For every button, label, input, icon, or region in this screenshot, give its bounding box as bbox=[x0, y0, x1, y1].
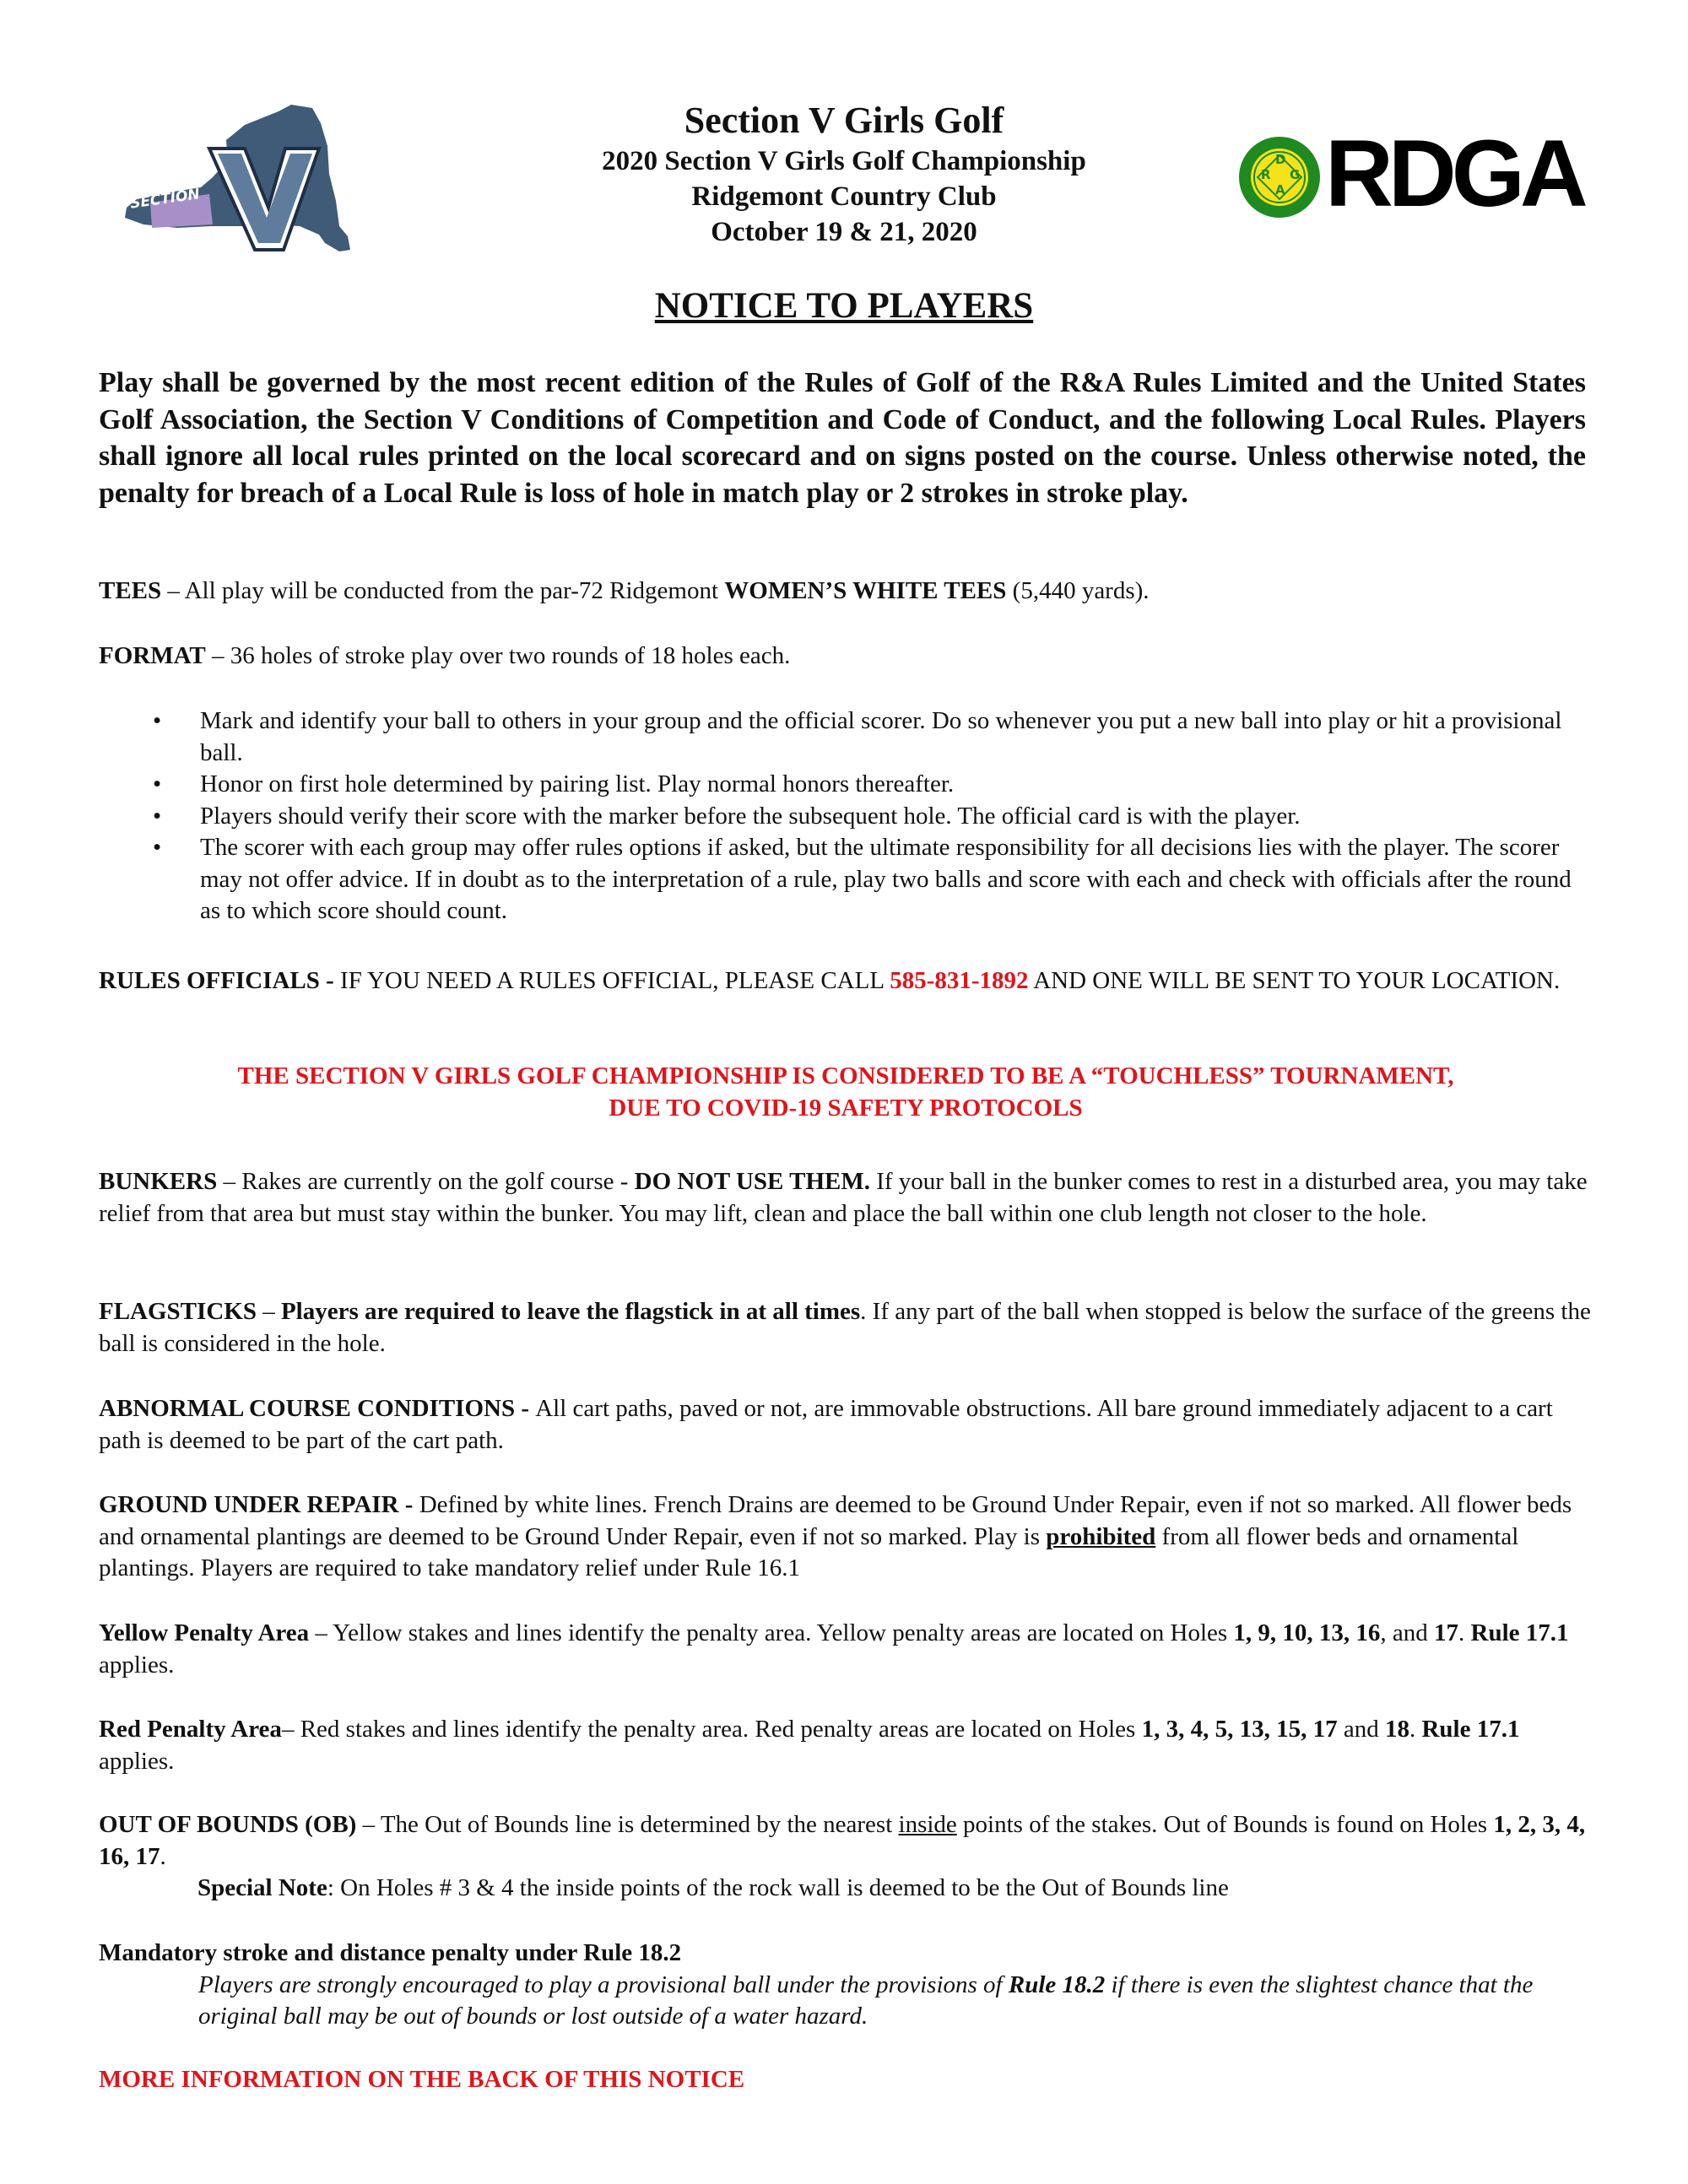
yellow-label: Yellow Penalty Area bbox=[99, 1619, 310, 1646]
section-v-state-graphic bbox=[118, 100, 363, 268]
list-item: • Players should verify their score with the marker before the subsequent hole. The official card is with the player. bbox=[99, 801, 1584, 833]
bunkers-label: BUNKERS bbox=[99, 1168, 218, 1195]
bunkers-paragraph: BUNKERS – Rakes are currently on the golf course - DO NOT USE THEM. If your ball in the bunker comes to rest in a disturbed area, you may take relief from that area but must stay within the bunker. You may lift, clean and place the ball within one club length not closer to the hole. bbox=[99, 1168, 1588, 1227]
seal-letter-g: G bbox=[1290, 167, 1301, 182]
format-bullets bbox=[99, 705, 1584, 927]
header-event: 2020 Section V Girls Golf Championship bbox=[602, 146, 1086, 176]
yellow-penalty-paragraph: Yellow Penalty Area – Yellow stakes and lines identify the penalty area. Yellow penalty areas are located on Holes 1, 9, 10, 13, 16, and 17. Rule 17.1 applies. bbox=[99, 1619, 1569, 1679]
ground-under-repair-paragraph: GROUND UNDER REPAIR - Defined by white lines. French Drains are deemed to be Ground Under Repair, even if not so marked. All flower beds and ornamental plantings are deemed to be Ground Under Repair, even if not so marked. Play is prohibited from all flower beds and ornamental plantings. Players are required to take mandatory relief under Rule 16.1 bbox=[99, 1491, 1572, 1581]
abnormal-conditions-paragraph: ABNORMAL COURSE CONDITIONS - All cart paths, paved or not, are immovable obstructions. All bare ground immediately adjacent to a cart path is deemed to be part of the cart path. bbox=[99, 1395, 1553, 1454]
rules-officials-label: RULES OFFICIALS - bbox=[99, 967, 341, 994]
flagsticks-paragraph: FLAGSTICKS – Players are required to leave the flagstick in at all times. If any part of the ball when stopped is below the surface of the greens the ball is considered in the hole. bbox=[99, 1298, 1591, 1357]
seal-letter-r: R bbox=[1261, 167, 1271, 182]
ob-special-note: Special Note: On Holes # 3 & 4 the inside points of the rock wall is deemed to be the Out of Bounds line bbox=[197, 1874, 1229, 1901]
format-paragraph: FORMAT – 36 holes of stroke play over two rounds of 18 holes each. bbox=[99, 642, 791, 669]
red-penalty-paragraph: Red Penalty Area– Red stakes and lines identify the penalty area. Red penalty areas are located on Holes 1, 3, 4, 5, 13, 15, 17 and 18. Rule 17.1 applies. bbox=[99, 1716, 1520, 1775]
tees-emphasis: WOMEN’S WHITE TEES bbox=[724, 577, 1007, 604]
seal-letter-d: D bbox=[1275, 152, 1286, 167]
notice-title: NOTICE TO PLAYERS bbox=[654, 286, 1034, 326]
list-item: • Mark and identify your ball to others in your group and the official scorer. Do so whenever you put a new ball into play or hit a provisional ball. bbox=[99, 705, 1584, 769]
red-label: Red Penalty Area bbox=[99, 1716, 282, 1743]
abnormal-label: ABNORMAL COURSE CONDITIONS - bbox=[99, 1395, 536, 1422]
format-label: FORMAT bbox=[99, 642, 206, 669]
list-item: • The scorer with each group may offer rules options if asked, but the ultimate responsibility for all decisions lies with the player. The scorer may not offer advice. If in doubt as to the interpretation of a rule, play two balls and score with each and check with officials after the round as to which score should count. bbox=[99, 832, 1584, 927]
tees-paragraph: TEES – All play will be conducted from the par-72 Ridgemont WOMEN’S WHITE TEES (5,440 yards). bbox=[99, 577, 1150, 604]
header-block bbox=[473, 98, 1215, 250]
covid-notice-line2: DUE TO COVID-19 SAFETY PROTOCOLS bbox=[609, 1095, 1083, 1122]
flagsticks-label: FLAGSTICKS bbox=[99, 1298, 257, 1325]
rules-officials-paragraph: RULES OFFICIALS - IF YOU NEED A RULES OFFICIAL, PLEASE CALL 585-831-1892 AND ONE WILL BE SENT TO YOUR LOCATION. bbox=[99, 967, 1561, 994]
tees-label: TEES bbox=[99, 577, 162, 604]
header-dates: October 19 & 21, 2020 bbox=[711, 217, 977, 247]
mandatory-label: Mandatory stroke and distance penalty under Rule 18.2 bbox=[99, 1939, 682, 1966]
back-notice-footer: MORE INFORMATION ON THE BACK OF THIS NOTICE bbox=[99, 2066, 745, 2093]
rdga-wordmark: RDGA bbox=[1325, 121, 1583, 226]
seal-letter-a: A bbox=[1275, 182, 1285, 197]
ob-label: OUT OF BOUNDS (OB) bbox=[99, 1811, 357, 1838]
intro-paragraph: Play shall be governed by the most recent edition of the Rules of Golf of the R&A Rules Limited and the United States Golf Association, the Section V Conditions of Competition and Code of Conduct, and the following Local Rules. Players shall ignore all local rules printed on the local scorecard and on signs posted on the course. Unless otherwise noted, the penalty for breach of a Local Rule is loss of hole in match play or 2 strokes in stroke play. bbox=[99, 367, 1586, 509]
out-of-bounds-paragraph: OUT OF BOUNDS (OB) – The Out of Bounds line is determined by the nearest inside points of the stakes. Out of Bounds is found on Holes 1, 2, 3, 4, 16, 17. Special Note: On Holes # 3 & 4 the inside points of the rock wall is deemed to be the Out of Bounds line bbox=[99, 1809, 1593, 1905]
covid-notice-line1: THE SECTION V GIRLS GOLF CHAMPIONSHIP IS CONSIDERED TO BE A “TOUCHLESS” TOURNAMENT, bbox=[237, 1062, 1454, 1089]
section-logo-text: SECTION bbox=[129, 186, 201, 213]
gur-label: GROUND UNDER REPAIR - bbox=[99, 1491, 419, 1518]
rdga-seal bbox=[1237, 135, 1322, 219]
rules-official-phone[interactable]: 585-831-1892 bbox=[890, 967, 1029, 994]
header-title: Section V Girls Golf bbox=[684, 100, 1004, 141]
header-venue: Ridgemont Country Club bbox=[691, 181, 997, 212]
section-v-logo bbox=[118, 100, 363, 268]
mandatory-stroke-paragraph bbox=[99, 1938, 1593, 2033]
covid-notice bbox=[99, 1060, 1593, 1124]
list-item: • Honor on first hole determined by pairing list. Play normal honors thereafter. bbox=[99, 769, 1584, 801]
mandatory-text: Players are strongly encouraged to play a provisional ball under the provisions of Rule 18.2 if there is even the slightest chance that the original ball may be out of bounds or lost outside of a water hazard. bbox=[198, 1970, 1534, 2030]
rdga-logo bbox=[1237, 121, 1592, 226]
